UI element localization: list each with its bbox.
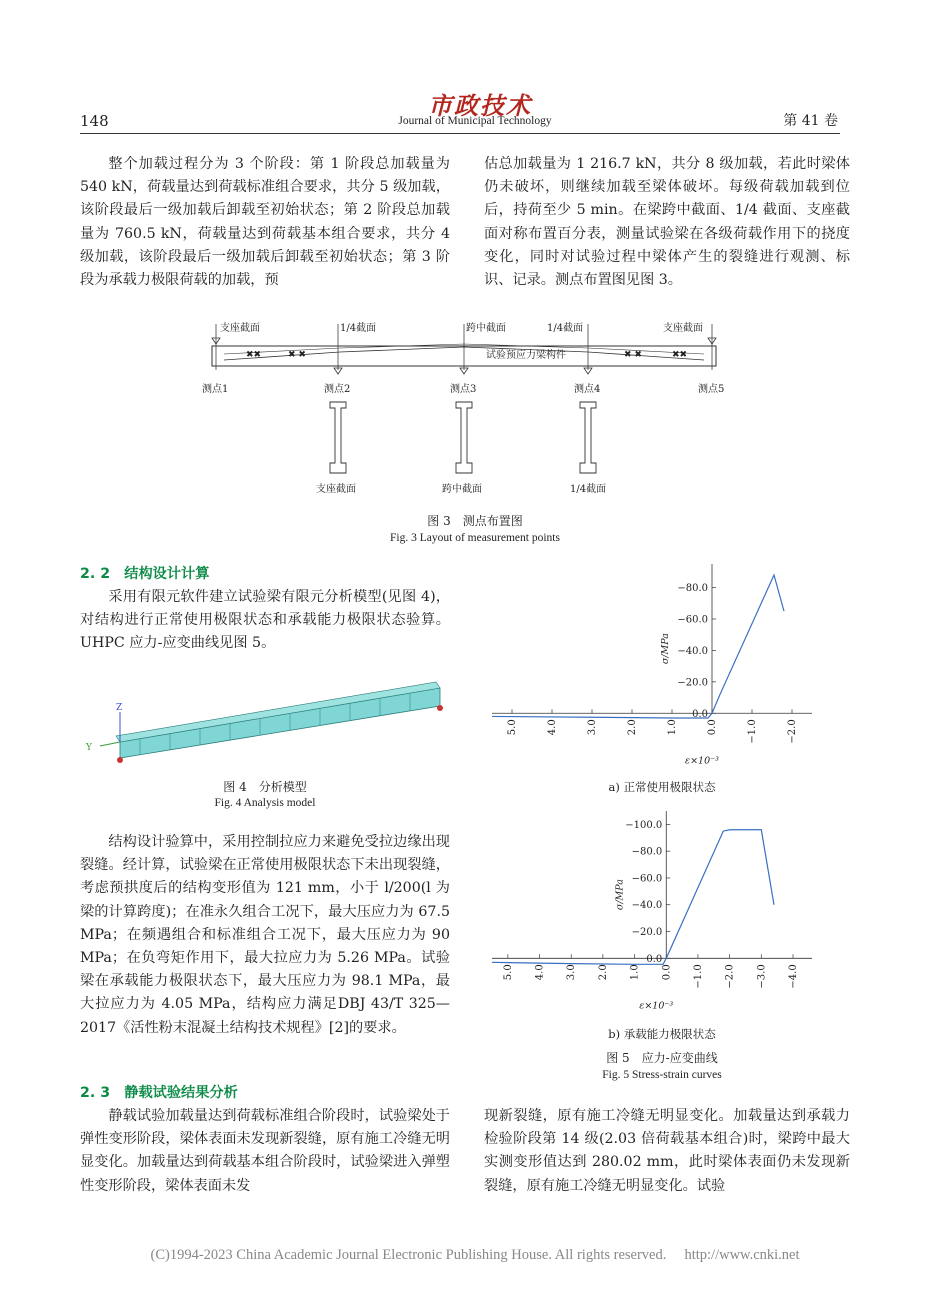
y-axis-label: σ/MPa (614, 879, 626, 911)
x-tick-label: 3.0 (566, 964, 578, 981)
point-label: 测点4 (574, 384, 601, 395)
section-2-2-para1: 采用有限元软件建立试验梁有限元分析模型(见图 4)，对结构进行正常使用极限状态和承载能力极限状态验算。UHPC 应力-应变曲线见图 5。 (80, 589, 450, 652)
x-tick-label: 0.0 (707, 719, 718, 736)
section-support (330, 402, 346, 473)
y-tick-label: 0.0 (692, 708, 708, 720)
figure4-analysis-model (80, 670, 450, 770)
section-label: 支座截面 (316, 484, 356, 495)
axis-z-label: Z (116, 703, 123, 713)
series-line (492, 575, 784, 718)
x-tick-label: −2.0 (724, 964, 736, 989)
x-tick-label: −1.0 (747, 719, 758, 744)
svg-text:✖✖: ✖✖ (246, 350, 262, 360)
journal-name: Journal of Municipal Technology (398, 115, 552, 127)
section-quarter (580, 402, 596, 473)
header-rule (80, 133, 840, 134)
point-label: 测点3 (450, 384, 477, 395)
journal-logo: 市政技术 (428, 91, 532, 120)
left-column-top (80, 153, 450, 292)
y-tick-label: −60.0 (631, 873, 663, 885)
point-label: 测点5 (698, 384, 725, 395)
right-column-top (484, 153, 850, 292)
section-2-2-para2: 结构设计验算中，采用控制拉应力来避免受拉边缘出现裂缝。经计算，试验梁在正常使用极限状态下未出现裂缝，考虑预拱度后的结构变形值为 121 mm，小于 l/200(l 为梁的计算跨度)；在准永久组合工况下，最大压应力为 67.5 MPa；在频遇组合和标准组合工况下，最大压应力为 90 MPa；在负弯矩作用下，最大拉应力为 5.26 MPa。试验梁在承载能力极限状态下，最大压应力为 98.1 MPa，最大拉应力为 4.05 MPa，结构应力满足DBJ 43/T 325—2017《活性粉末混凝土结构技术规程》[2]的要求。 (80, 834, 450, 1036)
x-tick-label: −4.0 (787, 964, 799, 989)
fig5-caption-cn: 图 5 应力-应变曲线 (606, 1051, 718, 1065)
section-2-2-heading: 2. 2 结构设计计算 (80, 566, 210, 582)
section-2-3-para1-box (80, 1105, 450, 1198)
x-tick-label: 4.0 (534, 964, 546, 981)
y-tick-label: −40.0 (631, 900, 663, 912)
fig3-caption-en: Fig. 3 Layout of measurement points (390, 532, 560, 544)
chart-a-stress-strain (482, 558, 842, 770)
x-axis-label: ε×10⁻³ (639, 1000, 674, 1012)
x-tick-label: 2.0 (627, 719, 638, 736)
y-tick-label: 0.0 (646, 953, 663, 965)
y-tick-label: −20.0 (631, 927, 663, 939)
x-tick-label: 3.0 (587, 719, 598, 736)
fig4-caption-cn: 图 4 分析模型 (223, 780, 307, 794)
y-axis-label: σ/MPa (660, 633, 671, 665)
fig4-caption-en: Fig. 4 Analysis model (214, 797, 316, 809)
x-tick-label: −1.0 (692, 964, 704, 989)
volume-label: 第 41 卷 (783, 113, 838, 129)
svg-text:✖ ✖: ✖ ✖ (288, 350, 306, 360)
svg-text:✖✖: ✖✖ (672, 350, 688, 360)
y-tick-label: −100.0 (625, 819, 663, 831)
paragraph-loading-stages: 整个加载过程分为 3 个阶段：第 1 阶段总加载量为 540 kN，荷载量达到荷载标准组合要求，共分 5 级加载，该阶段最后一级加载后卸载至初始状态；第 2 阶段总加载量为 760.5 kN，荷载量达到荷载基本组合要求，共分 4 级加载，该阶段最后一级加载后卸载至初始状态；第 3 阶段为承载力极限荷载的加载，预 (80, 156, 450, 289)
section-2-3-heading: 2. 3 静载试验结果分析 (80, 1085, 238, 1101)
fig3-top-label: 1/4截面 (547, 323, 584, 334)
fig3-caption-cn: 图 3 测点布置图 (427, 514, 523, 528)
chart-b-stress-strain (482, 805, 842, 1017)
section-label: 跨中截面 (442, 484, 482, 495)
x-tick-label: 1.0 (667, 719, 678, 736)
section-2-2-para1-box (80, 586, 450, 656)
y-tick-label: −20.0 (677, 677, 708, 689)
fig5a-subcaption: a) 正常使用极限状态 (608, 780, 716, 794)
section-2-3-para1: 静载试验加载量达到荷载标准组合阶段时，试验梁处于弹性变形阶段，梁体表面未发现新裂缝，原有施工冷缝无明显变化。加载量达到荷载基本组合阶段时，试验梁进入弹塑性变形阶段，梁体表面未发 (80, 1108, 450, 1194)
fig5b-subcaption: b) 承载能力极限状态 (608, 1027, 716, 1041)
fig3-top-label: 跨中截面 (466, 323, 506, 334)
point-label: 测点2 (324, 384, 351, 395)
y-tick-label: −60.0 (677, 614, 708, 626)
x-tick-label: 4.0 (547, 719, 558, 736)
fig3-top-label: 支座截面 (663, 323, 703, 334)
x-tick-label: 1.0 (629, 964, 641, 981)
copyright-footer: (C)1994-2023 China Academic Journal Electronic Publishing House. All rights reserved. http://www.cnki.net (150, 1247, 800, 1263)
y-tick-label: −40.0 (677, 645, 708, 657)
y-tick-label: −80.0 (677, 583, 708, 595)
x-tick-label: 5.0 (502, 964, 514, 981)
fig5-caption-en: Fig. 5 Stress-strain curves (602, 1069, 722, 1081)
paragraph-loading-continued: 估总加载量为 1 216.7 kN，共分 8 级加载，若此时梁体仍未破坏，则继续加载至梁体破坏。每级荷载加载到位后，持荷至少 5 min。在梁跨中截面、1/4 截面、支座截面对称布置百分表，测量试验梁在各级荷载作用下的挠度变化，同时对试验过程中梁体产生的裂缝进行观测、标识、记录。测点布置图见图 3。 (484, 156, 850, 289)
x-tick-label: −3.0 (756, 964, 768, 989)
y-tick-label: −80.0 (631, 846, 663, 858)
model-beam (120, 688, 440, 758)
point-label: 测点1 (202, 384, 229, 395)
figure3-layout-diagram (190, 318, 750, 498)
x-tick-label: 2.0 (597, 964, 609, 981)
section-2-2-para2-box (80, 831, 450, 1040)
section-label: 1/4截面 (570, 484, 607, 495)
svg-text:✖ ✖: ✖ ✖ (624, 350, 642, 360)
x-tick-label: −2.0 (787, 719, 798, 744)
section-midspan (456, 402, 472, 473)
right-column-bottom (484, 1105, 850, 1198)
fig3-top-label: 支座截面 (220, 323, 260, 334)
axis-y-label: Y (86, 743, 92, 753)
paragraph-test-results: 现新裂缝，原有施工冷缝无明显变化。加载量达到承载力检验阶段第 14 级(2.03 倍荷载基本组合)时，梁跨中最大实测变形值达到 280.02 mm，此时梁体表面仍未发现新裂缝，原有施工冷缝无明显变化。试验 (484, 1108, 850, 1194)
x-axis-label: ε×10⁻³ (685, 755, 719, 767)
x-tick-label: 5.0 (507, 719, 518, 736)
x-tick-label: 0.0 (661, 964, 673, 981)
page-number: 148 (80, 112, 109, 130)
beam-label: 试验预应力梁构件 (486, 350, 566, 361)
fig3-top-label: 1/4截面 (340, 323, 377, 334)
